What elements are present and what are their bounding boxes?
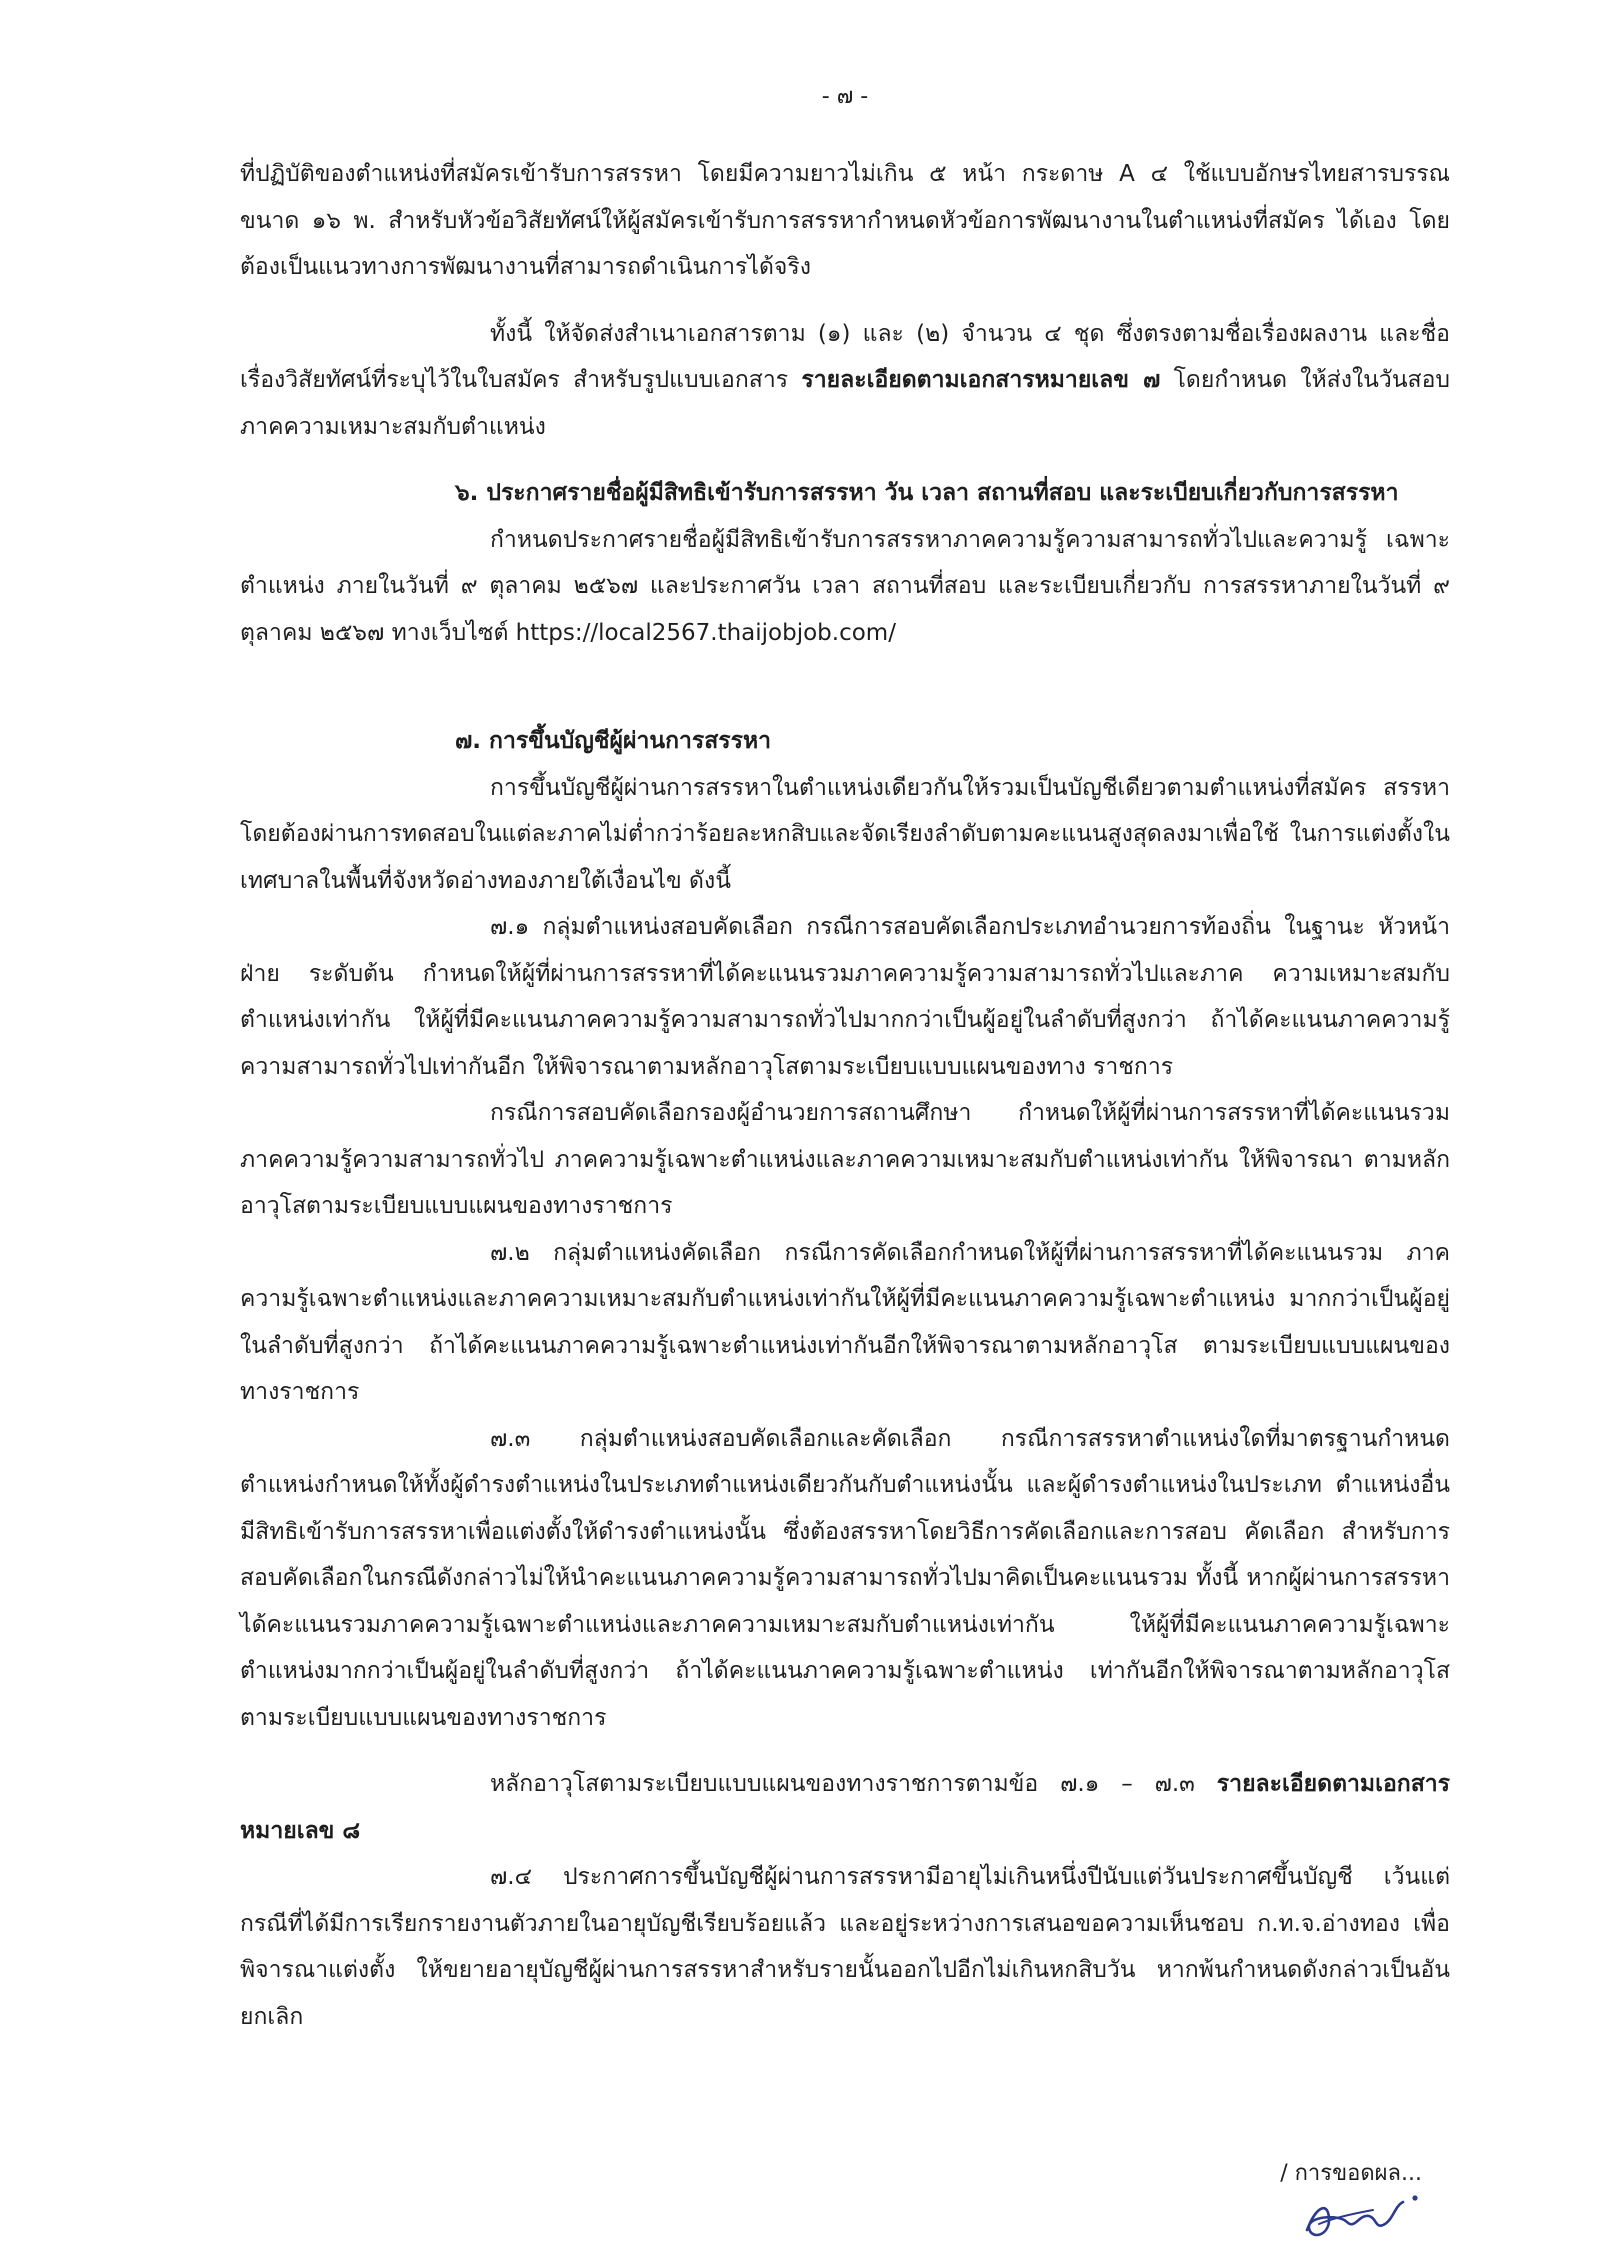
document-7-reference: รายละเอียดตามเอกสารหมายเลข ๗: [801, 367, 1161, 393]
paragraph-submit-copies: [240, 311, 1450, 451]
section-7-3: ๗.๓ กลุ่มตำแหน่งสอบคัดเลือกและคัดเลือก กรณีการสรรหาตำแหน่งใดที่มาตรฐานกำหนด ตำแหน่งกำหนดให้ทั้งผู้ดำรงตำแหน่งในประเภทตำแหน่งเดียวกันกับตำแหน่งนั้น และผู้ดำรงตำแหน่งในประเภท ตำแหน่งอื่นมีสิทธิเข้ารับการสรรหาเพื่อแต่งตั้งให้ดำรงตำแหน่งนั้น ซึ่งต้องสรรหาโดยวิธีการคัดเลือกและการสอบ คัดเลือก สำหรับการสอบคัดเลือกในกรณีดังกล่าวไม่ให้นำคะแนนภาคความรู้ความสามารถทั่วไปมาคิดเป็นคะแนนรวม ทั้งนี้ หากผู้ผ่านการสรรหาได้คะแนนรวมภาคความรู้เฉพาะตำแหน่งและภาคความเหมาะสมกับตำแหน่งเท่ากัน ให้ผู้ที่มีคะแนนภาคความรู้เฉพาะตำแหน่งมากกว่าเป็นผู้อยู่ในลำดับที่สูงกว่า ถ้าได้คะแนนภาคความรู้เฉพาะตำแหน่ง เท่ากันอีกให้พิจารณาตามหลักอาวุโสตามระเบียบแบบแผนของทางราชการ: [240, 1425, 1450, 1731]
submit-copies-deadline: โดยกำหนด ให้ส่งในวันสอบภาคความเหมาะสมกับตำแหน่ง: [240, 367, 1450, 440]
submit-copies-text: ทั้งนี้ ให้จัดส่งสำเนาเอกสารตาม (๑) และ (๒) จำนวน ๔ ชุด ซึ่งตรงตามชื่อเรื่องผลงาน และชื่อเรื่องวิสัยทัศน์ที่ระบุไว้ในใบสมัคร สำหรับรูปแบบเอกสาร: [240, 320, 1450, 393]
section-6-heading: ๖. ประกาศรายชื่อผู้มีสิทธิเข้ารับการสรรหา วัน เวลา สถานที่สอบ และระเบียบเกี่ยวกับการสรรหา: [455, 480, 1399, 506]
page-number: - ๗ -: [821, 84, 869, 109]
seniority-text: หลักอาวุโสตามระเบียบแบบแผนของทางราชการตามข้อ ๗.๑ – ๗.๓: [490, 1771, 1217, 1797]
document-8-reference: รายละเอียดตามเอกสาร หมายเลข ๘: [240, 1771, 1450, 1844]
continuation-marker: / การขอดผล...: [1280, 2161, 1422, 2186]
section-7-body: การขึ้นบัญชีผู้ผ่านการสรรหาในตำแหน่งเดียวกันให้รวมเป็นบัญชีเดียวตามตำแหน่งที่สมัคร สรรหา โดยต้องผ่านการทดสอบในแต่ละภาคไม่ต่ำกว่าร้อยละหกสิบและจัดเรียงลำดับตามคะแนนสูงสุดลงมาเพื่อใช้ ในการแต่งตั้งในเทศบาลในพื้นที่จังหวัดอ่างทองภายใต้เงื่อนไข ดังนี้: [240, 774, 1450, 894]
section-7-1-school: กรณีการสอบคัดเลือกรองผู้อำนวยการสถานศึกษา กำหนดให้ผู้ที่ผ่านการสรรหาที่ได้คะแนนรวม ภาคความรู้ความสามารถทั่วไป ภาคความรู้เฉพาะตำแหน่งและภาคความเหมาะสมกับตำแหน่งเท่ากัน ให้พิจารณา ตามหลักอาวุโสตามระเบียบแบบแผนของทางราชการ: [240, 1100, 1450, 1219]
section-7-heading: ๗. การขึ้นบัญชีผู้ผ่านการสรรหา: [455, 728, 772, 754]
section-7-1: ๗.๑ กลุ่มตำแหน่งสอบคัดเลือก กรณีการสอบคัดเลือกประเภทอำนวยการท้องถิ่น ในฐานะ หัวหน้าฝ่าย ระดับต้น กำหนดให้ผู้ที่ผ่านการสรรหาที่ได้คะแนนรวมภาคความรู้ความสามารถทั่วไปและภาค ความเหมาะสมกับตำแหน่งเท่ากัน ให้ผู้ที่มีคะแนนภาคความรู้ความสามารถทั่วไปมากกว่าเป็นผู้อยู่ในลำดับที่สูงกว่า ถ้าได้คะแนนภาคความรู้ความสามารถทั่วไปเท่ากันอีก ให้พิจารณาตามหลักอาวุโสตามระเบียบแบบแผนของทาง ราชการ: [240, 914, 1450, 1080]
handwritten-signature: [1299, 2184, 1424, 2246]
section-7-4: ๗.๔ ประกาศการขึ้นบัญชีผู้ผ่านการสรรหามีอายุไม่เกินหนึ่งปีนับแต่วันประกาศขึ้นบัญชี เว้นแต่กรณีที่ได้มีการเรียกรายงานตัวภายในอายุบัญชีเรียบร้อยแล้ว และอยู่ระหว่างการเสนอขอความเห็นชอบ ก.ท.จ.อ่างทอง เพื่อพิจารณาแต่งตั้ง ให้ขยายอายุบัญชีผู้ผ่านการสรรหาสำหรับรายนั้นออกไปอีกไม่เกินหกสิบวัน หากพ้นกำหนดดังกล่าวเป็นอันยกเลิก: [240, 1864, 1450, 2030]
paragraph-job-duties: ที่ปฏิบัติของตำแหน่งที่สมัครเข้ารับการสรรหา โดยมีความยาวไม่เกิน ๕ หน้า กระดาษ A ๔ ใช้แบบอักษรไทยสารบรรณ ขนาด ๑๖ พ. สำหรับหัวข้อวิสัยทัศน์ให้ผู้สมัครเข้ารับการสรรหากำหนดหัวข้อการพัฒนางานในตำแหน่งที่สมัคร ได้เอง โดยต้องเป็นแนวทางการพัฒนางานที่สามารถดำเนินการได้จริง: [240, 161, 1450, 280]
seniority-paragraph: [240, 1761, 1450, 1854]
section-6-body: กำหนดประกาศรายชื่อผู้มีสิทธิเข้ารับการสรรหาภาคความรู้ความสามารถทั่วไปและความรู้ เฉพาะตำแหน่ง ภายในวันที่ ๙ ตุลาคม ๒๕๖๗ และประกาศวัน เวลา สถานที่สอบ และระเบียบเกี่ยวกับ การสรรหาภายในวันที่ ๙ ตุลาคม ๒๕๖๗ ทางเว็บไซต์ https://local2567.thaijobjob.com/: [240, 526, 1450, 646]
section-7-2: ๗.๒ กลุ่มตำแหน่งคัดเลือก กรณีการคัดเลือกกำหนดให้ผู้ที่ผ่านการสรรหาที่ได้คะแนนรวม ภาคความรู้เฉพาะตำแหน่งและภาคความเหมาะสมกับตำแหน่งเท่ากันให้ผู้ที่มีคะแนนภาคความรู้เฉพาะตำแหน่ง มากกว่าเป็นผู้อยู่ในลำดับที่สูงกว่า ถ้าได้คะแนนภาคความรู้เฉพาะตำแหน่งเท่ากันอีกให้พิจารณาตามหลักอาวุโส ตามระเบียบแบบแผนของทางราชการ: [240, 1239, 1450, 1405]
